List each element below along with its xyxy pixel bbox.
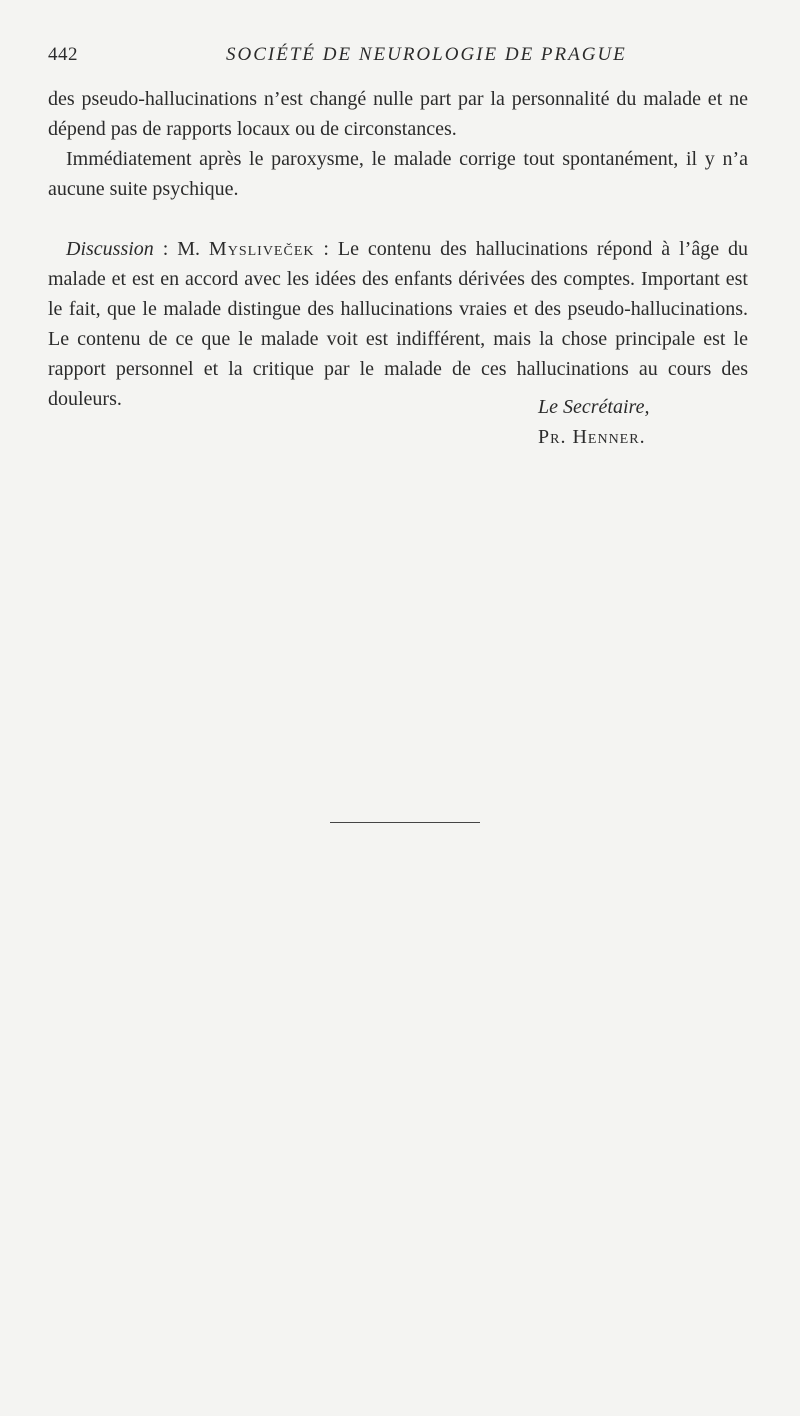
signature-title: Le Secrétaire,: [538, 396, 650, 418]
paragraph-1: des pseudo-hallucinations n’est changé nulle part par la personnalité du malade et ne dépend pas de rapports locaux ou de circonstances.: [48, 88, 748, 140]
paragraph-2: Immédiatement après le paroxysme, le malade corrige tout spontanément, il y n’a aucune suite psychique.: [48, 148, 748, 200]
discussion-text: : Le contenu des hallucinations répond à l’âge du malade et est en accord avec les idées des enfants dérivées des comptes. Important est le fait, que le malade distingue des hallucinations vraies et des pseudo-hallucinations. Le contenu de ce que le malade voit est indifférent, mais la chose principale est le rapport personnel et la critique par le malade de ces hallucinations au cours des douleurs.: [48, 238, 749, 410]
discussion-label: Discussion: [66, 238, 154, 260]
page-number: 442: [48, 44, 78, 65]
section-divider: [330, 822, 480, 823]
discussion-speaker-prefix: : M.: [153, 238, 209, 260]
signature-name: Pr. Henner.: [538, 426, 646, 448]
running-head: SOCIÉTÉ DE NEUROLOGIE DE PRAGUE: [226, 44, 627, 65]
page-header: [48, 44, 748, 72]
discussion-paragraph: [48, 234, 748, 414]
body-text: [48, 84, 748, 414]
discussion-speaker: Mysliveček: [208, 238, 315, 260]
